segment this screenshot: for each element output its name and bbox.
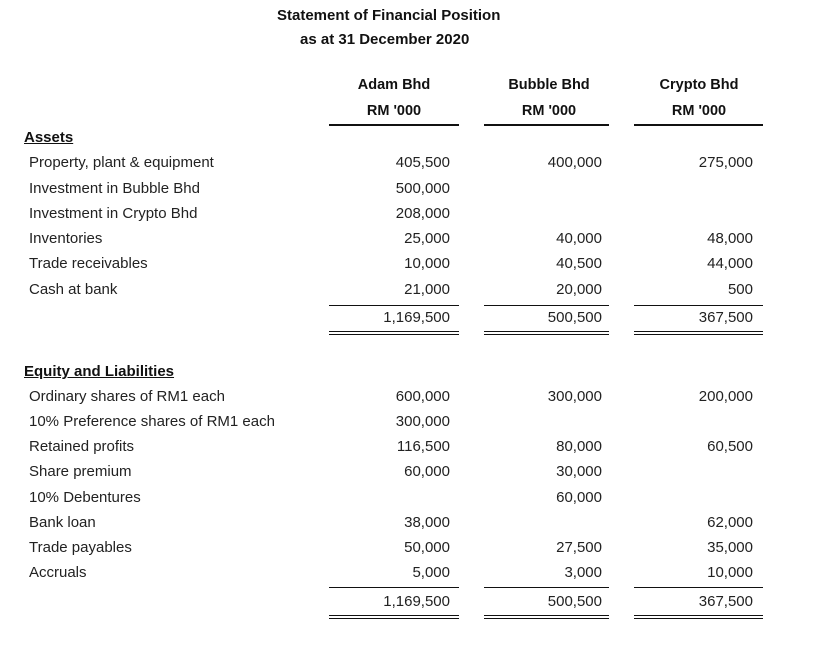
row-label: 10% Preference shares of RM1 each: [29, 413, 275, 430]
total-double-rule: [329, 331, 459, 335]
assets-total-adam: 1,169,500: [383, 309, 450, 326]
cell-crypto: 35,000: [707, 539, 753, 556]
cell-crypto: 275,000: [698, 154, 753, 171]
cell-adam: 600,000: [395, 388, 450, 405]
cell-bubble: 20,000: [556, 281, 602, 298]
column-header-bubble: Bubble Bhd: [508, 77, 590, 93]
total-double-rule: [634, 615, 763, 619]
cell-crypto: 62,000: [707, 514, 753, 531]
total-double-rule: [329, 615, 459, 619]
cell-adam: 500,000: [395, 180, 450, 197]
column-header-adam: Adam Bhd: [357, 77, 431, 93]
statement-title: Statement of Financial Position: [277, 7, 501, 24]
column-unit-bubble: RM '000: [521, 103, 577, 119]
cell-bubble: 40,500: [556, 255, 602, 272]
row-label: Bank loan: [29, 514, 96, 531]
row-label: Investment in Bubble Bhd: [29, 180, 200, 197]
column-header-crypto: Crypto Bhd: [659, 77, 739, 93]
cell-bubble: 3,000: [564, 564, 602, 581]
assets-heading: Assets: [24, 129, 74, 146]
el-total-crypto: 367,500: [698, 593, 753, 610]
subtotal-rule: [484, 305, 609, 306]
cell-adam: 5,000: [412, 564, 450, 581]
cell-adam: 10,000: [404, 255, 450, 272]
column-unit-crypto: RM '000: [671, 103, 727, 119]
row-label: Trade payables: [29, 539, 132, 556]
cell-bubble: 40,000: [556, 230, 602, 247]
column-unit-adam: RM '000: [366, 103, 422, 119]
subtotal-rule: [329, 587, 459, 588]
cell-adam: 300,000: [395, 413, 450, 430]
cell-adam: 25,000: [404, 230, 450, 247]
cell-crypto: 48,000: [707, 230, 753, 247]
cell-crypto: 200,000: [698, 388, 753, 405]
cell-adam: 50,000: [404, 539, 450, 556]
el-total-adam: 1,169,500: [383, 593, 450, 610]
row-label: Investment in Crypto Bhd: [29, 205, 198, 222]
subtotal-rule: [484, 587, 609, 588]
row-label: Share premium: [29, 463, 132, 480]
row-label: Accruals: [29, 564, 87, 581]
cell-bubble: 80,000: [556, 438, 602, 455]
cell-crypto: 60,500: [707, 438, 753, 455]
cell-adam: 21,000: [404, 281, 450, 298]
cell-bubble: 27,500: [556, 539, 602, 556]
cell-bubble: 400,000: [547, 154, 602, 171]
total-double-rule: [634, 331, 763, 335]
row-label: Cash at bank: [29, 281, 118, 298]
cell-adam: 38,000: [404, 514, 450, 531]
cell-bubble: 300,000: [547, 388, 602, 405]
cell-adam: 60,000: [404, 463, 450, 480]
header-underline: [634, 124, 763, 126]
subtotal-rule: [634, 587, 763, 588]
cell-crypto: 44,000: [707, 255, 753, 272]
subtotal-rule: [634, 305, 763, 306]
cell-adam: 405,500: [395, 154, 450, 171]
cell-crypto: 500: [727, 281, 753, 298]
row-label: 10% Debentures: [29, 489, 141, 506]
cell-bubble: 30,000: [556, 463, 602, 480]
total-double-rule: [484, 331, 609, 335]
header-underline: [329, 124, 459, 126]
assets-total-bubble: 500,500: [547, 309, 602, 326]
cell-adam: 208,000: [395, 205, 450, 222]
equity-liabilities-heading: Equity and Liabilities: [24, 363, 175, 380]
cell-bubble: 60,000: [556, 489, 602, 506]
subtotal-rule: [329, 305, 459, 306]
total-double-rule: [484, 615, 609, 619]
row-label: Trade receivables: [29, 255, 148, 272]
assets-total-crypto: 367,500: [698, 309, 753, 326]
row-label: Property, plant & equipment: [29, 154, 214, 171]
row-label: Retained profits: [29, 438, 135, 455]
cell-adam: 116,500: [396, 438, 450, 455]
statement-date: as at 31 December 2020: [300, 31, 470, 48]
cell-crypto: 10,000: [707, 564, 753, 581]
header-underline: [484, 124, 609, 126]
el-total-bubble: 500,500: [547, 593, 602, 610]
row-label: Inventories: [29, 230, 103, 247]
row-label: Ordinary shares of RM1 each: [29, 388, 225, 405]
